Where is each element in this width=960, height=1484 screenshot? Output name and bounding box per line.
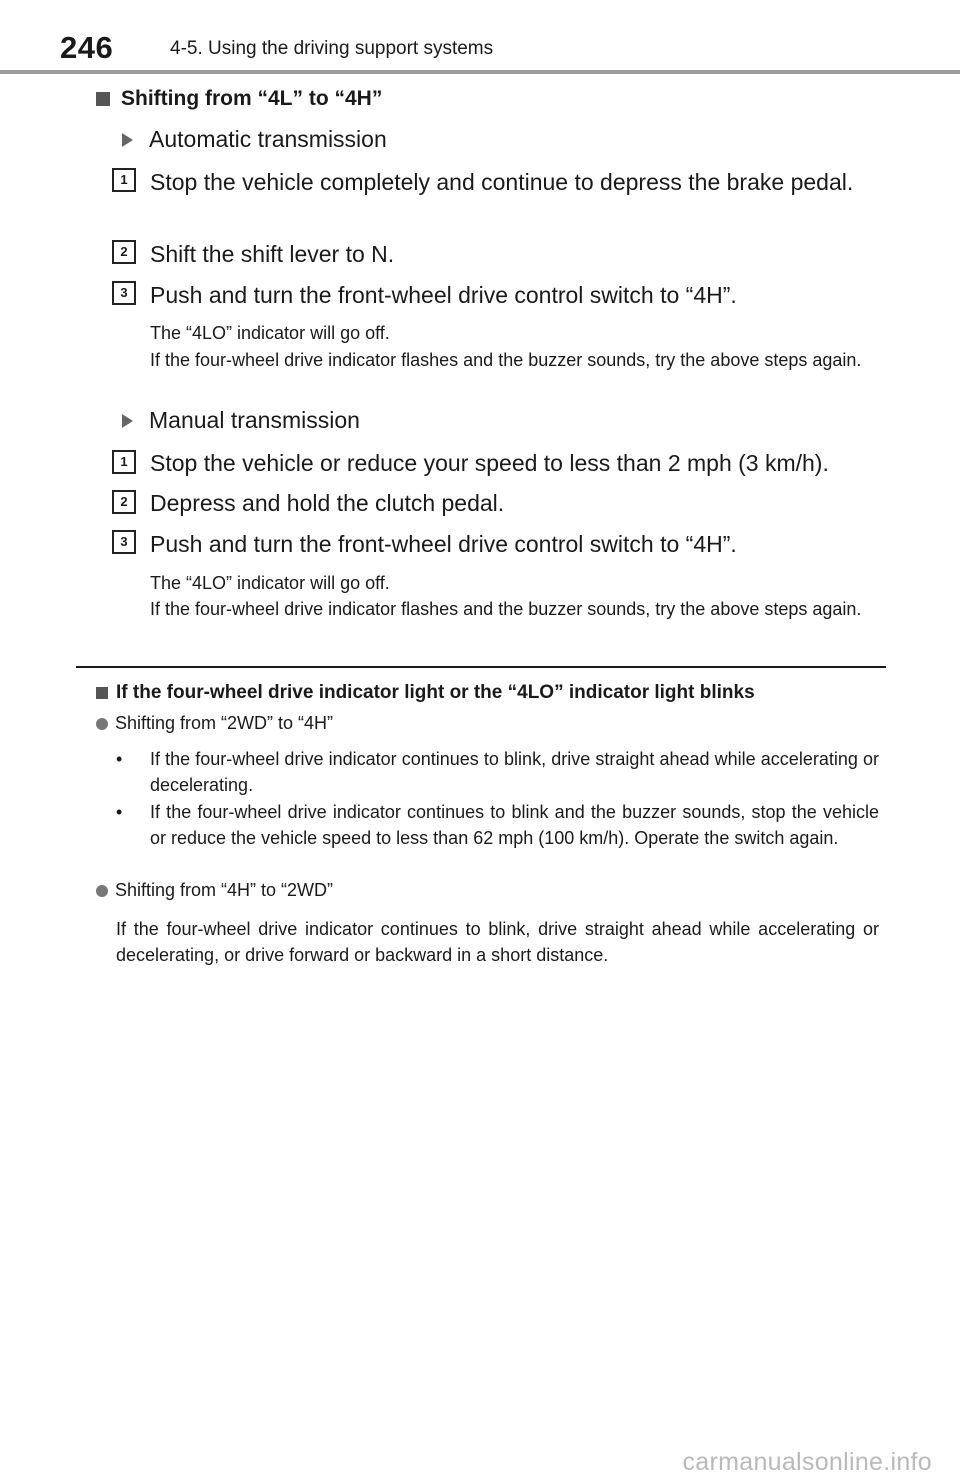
list-item [116, 746, 879, 798]
step-number-badge: 3 [112, 530, 136, 554]
circle-bullet-icon [96, 885, 108, 897]
automatic-note-1: The “4LO” indicator will go off. [150, 323, 390, 343]
page-number: 246 [60, 30, 114, 65]
manual-transmission-title: Manual transmission [149, 407, 360, 433]
square-bullet-icon [96, 92, 110, 106]
manual-step-2: Depress and hold the clutch pedal. [150, 490, 505, 516]
info-subheading-2wd-to-4h [96, 713, 333, 734]
triangle-bullet-icon [122, 133, 133, 147]
step-number-badge: 2 [112, 490, 136, 514]
step-number-badge: 1 [112, 450, 136, 474]
square-bullet-icon [96, 687, 108, 699]
main-heading [96, 87, 382, 111]
main-heading-text: Shifting from “4L” to “4H” [121, 87, 383, 110]
step-number-badge: 1 [112, 168, 136, 192]
section-divider [76, 666, 886, 668]
section-title: 4-5. Using the driving support systems [170, 38, 494, 59]
automatic-transmission-title: Automatic transmission [149, 126, 387, 152]
manual-note-1: The “4LO” indicator will go off. [150, 573, 390, 593]
automatic-transmission-heading [122, 126, 387, 153]
info-paragraph: If the four-wheel drive indicator continues to blink, drive straight ahead while accelerating or decelerating, or drive forward or backward in a short distance. [116, 919, 879, 965]
info-heading [96, 682, 755, 704]
bullet-dot: • [116, 749, 123, 769]
step-number-badge: 2 [112, 240, 136, 264]
automatic-note-2: If the four-wheel drive indicator flashes and the buzzer sounds, try the above steps again. [150, 350, 862, 370]
header-rule [0, 70, 960, 74]
list-item [116, 799, 879, 851]
info-heading-text: If the four-wheel drive indicator light or the “4LO” indicator light blinks [116, 682, 755, 703]
automatic-step-2: Shift the shift lever to N. [150, 241, 395, 267]
page-header [0, 0, 960, 76]
list-item-text: If the four-wheel drive indicator continues to blink, drive straight ahead while accelerating or decelerating. [150, 749, 879, 795]
automatic-step-1: Stop the vehicle completely and continue to depress the brake pedal. [150, 169, 854, 195]
automatic-step-3: Push and turn the front-wheel drive control switch to “4H”. [150, 282, 737, 308]
circle-bullet-icon [96, 718, 108, 730]
manual-transmission-heading [122, 407, 360, 434]
watermark: carmanualsonline.info [682, 1448, 932, 1476]
step-number-badge: 3 [112, 281, 136, 305]
info-subheading-4h-to-2wd [96, 880, 333, 901]
triangle-bullet-icon [122, 414, 133, 428]
manual-note-2: If the four-wheel drive indicator flashes and the buzzer sounds, try the above steps again. [150, 599, 862, 619]
manual-step-1: Stop the vehicle or reduce your speed to less than 2 mph (3 km/h). [150, 450, 829, 476]
info-subheading-text: Shifting from “2WD” to “4H” [115, 713, 334, 733]
bullet-dot: • [116, 802, 123, 822]
info-subheading-text: Shifting from “4H” to “2WD” [115, 880, 334, 900]
manual-step-3: Push and turn the front-wheel drive control switch to “4H”. [150, 531, 737, 557]
list-item-text: If the four-wheel drive indicator continues to blink and the buzzer sounds, stop the vehicle or reduce the vehicle speed to less than 62 mph (100 km/h). Operate the switch again. [150, 802, 879, 848]
